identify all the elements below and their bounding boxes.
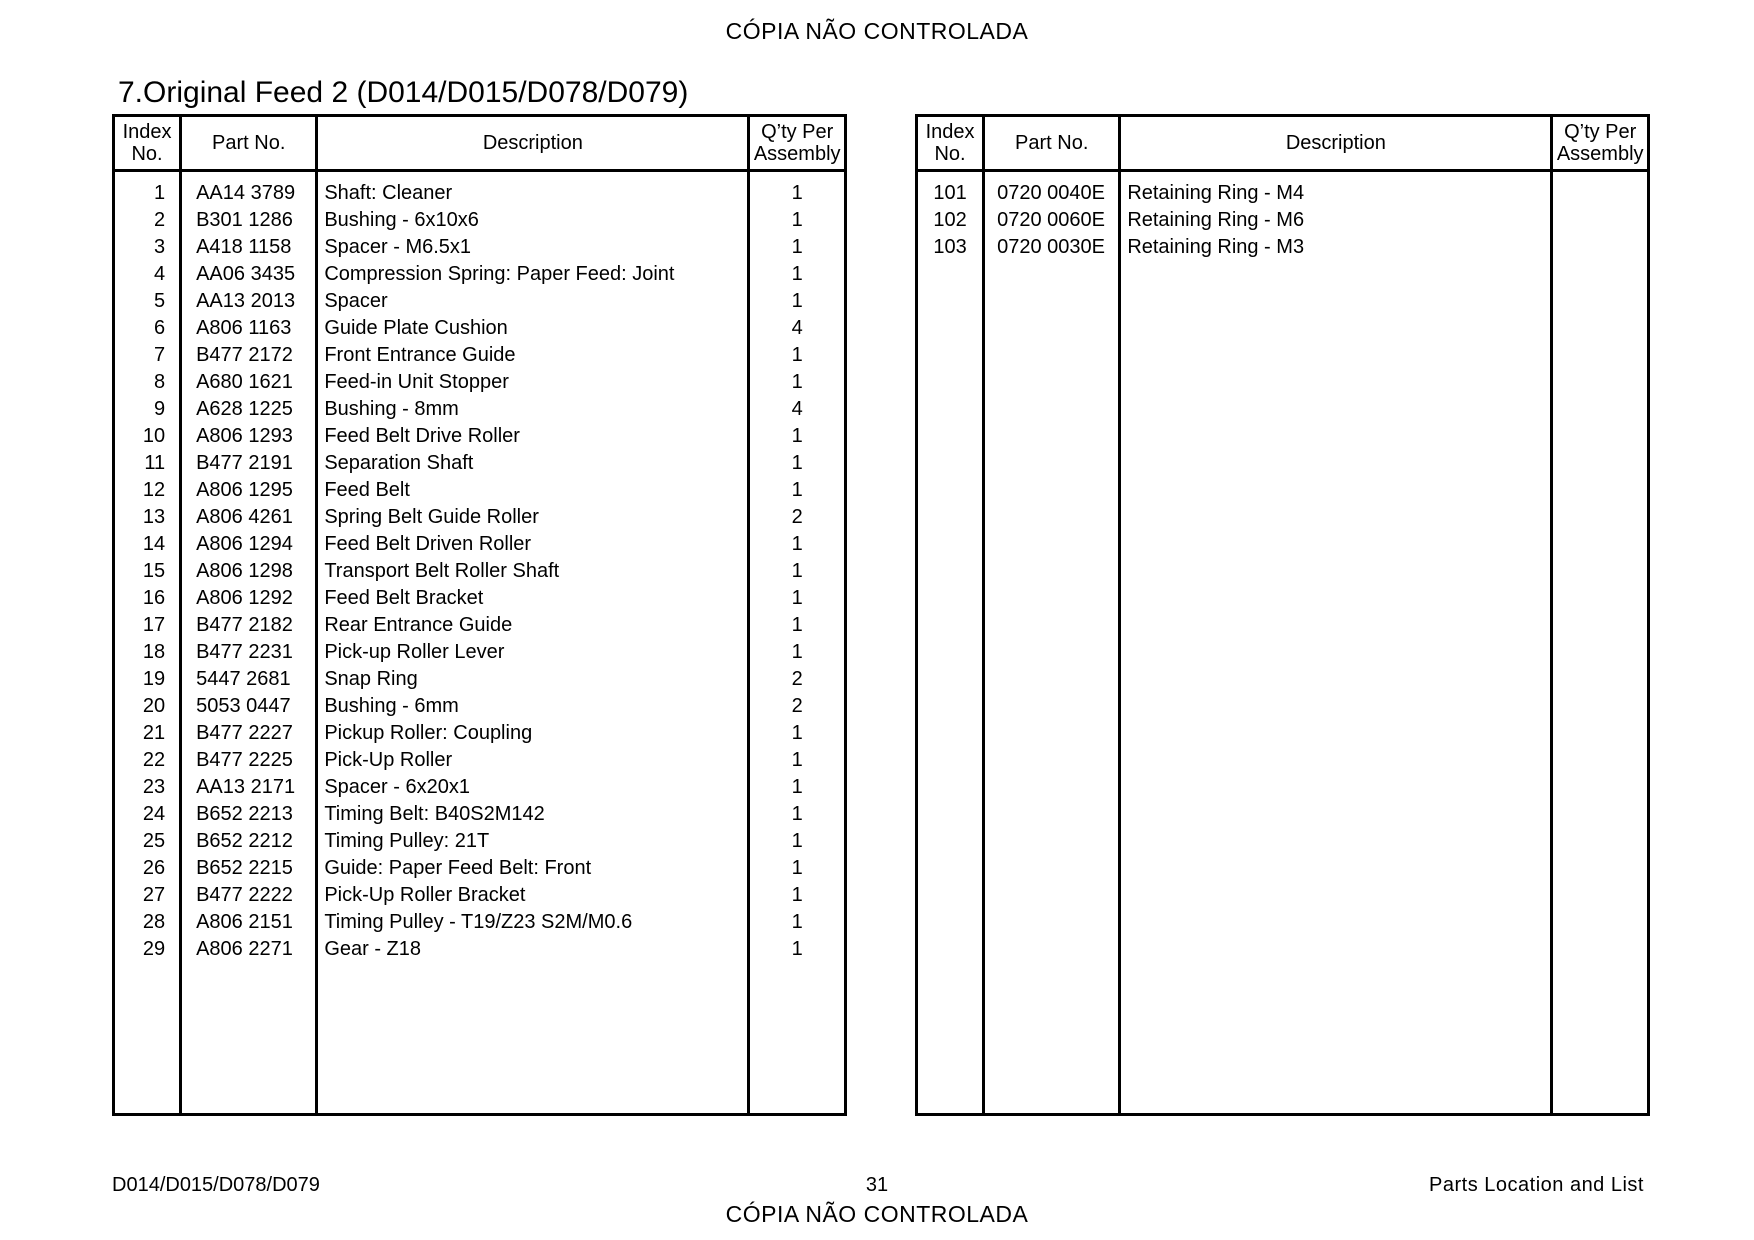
table-row bbox=[114, 666, 846, 693]
table-spacer-cell bbox=[917, 171, 984, 181]
table-spacer-row bbox=[114, 171, 846, 181]
cell-description: Spacer - M6.5x1 bbox=[317, 234, 749, 261]
cell-qty: 1 bbox=[749, 369, 846, 396]
cell-qty: 1 bbox=[749, 180, 846, 207]
cell-index: 24 bbox=[114, 801, 181, 828]
header-index-line1: Index bbox=[925, 121, 975, 143]
cell-part-no: AA14 3789 bbox=[181, 180, 317, 207]
cell-part-no: 5053 0447 bbox=[181, 693, 317, 720]
table-filler-row bbox=[917, 261, 1649, 1115]
watermark-top: CÓPIA NÃO CONTROLADA bbox=[725, 18, 1029, 44]
parts-table-right-body bbox=[917, 171, 1649, 1115]
cell-qty: 1 bbox=[749, 612, 846, 639]
cell-qty: 1 bbox=[749, 342, 846, 369]
table-row bbox=[917, 180, 1649, 207]
cell-index: 25 bbox=[114, 828, 181, 855]
table-row bbox=[114, 261, 846, 288]
cell-part-no: B477 2225 bbox=[181, 747, 317, 774]
cell-index: 21 bbox=[114, 720, 181, 747]
cell-part-no: B477 2182 bbox=[181, 612, 317, 639]
cell-part-no: A806 1163 bbox=[181, 315, 317, 342]
cell-part-no: B477 2172 bbox=[181, 342, 317, 369]
header-qty bbox=[749, 116, 846, 171]
cell-index: 22 bbox=[114, 747, 181, 774]
table-spacer-cell bbox=[114, 171, 181, 181]
cell-qty: 1 bbox=[749, 261, 846, 288]
footer-section: Parts Location and List bbox=[1429, 1174, 1644, 1196]
cell-description: Snap Ring bbox=[317, 666, 749, 693]
cell-index: 19 bbox=[114, 666, 181, 693]
table-filler-cell bbox=[749, 963, 846, 1115]
cell-qty: 1 bbox=[749, 720, 846, 747]
table-spacer-cell bbox=[749, 171, 846, 181]
table-row bbox=[114, 531, 846, 558]
cell-qty: 1 bbox=[749, 909, 846, 936]
table-spacer-cell bbox=[984, 171, 1120, 181]
table-row bbox=[114, 342, 846, 369]
cell-index: 17 bbox=[114, 612, 181, 639]
table-filler-cell bbox=[181, 963, 317, 1115]
cell-index: 2 bbox=[114, 207, 181, 234]
table-row bbox=[917, 207, 1649, 234]
cell-qty: 2 bbox=[749, 693, 846, 720]
cell-index: 1 bbox=[114, 180, 181, 207]
cell-part-no: A680 1621 bbox=[181, 369, 317, 396]
cell-index: 29 bbox=[114, 936, 181, 963]
cell-part-no: 5447 2681 bbox=[181, 666, 317, 693]
table-header-row bbox=[114, 116, 846, 171]
cell-qty: 1 bbox=[749, 855, 846, 882]
table-row bbox=[114, 801, 846, 828]
cell-description: Bushing - 6mm bbox=[317, 693, 749, 720]
table-filler-cell bbox=[114, 963, 181, 1115]
table-row bbox=[114, 693, 846, 720]
cell-index: 23 bbox=[114, 774, 181, 801]
cell-qty: 1 bbox=[749, 531, 846, 558]
cell-part-no: B301 1286 bbox=[181, 207, 317, 234]
table-spacer-cell bbox=[317, 171, 749, 181]
cell-index: 4 bbox=[114, 261, 181, 288]
cell-qty: 2 bbox=[749, 666, 846, 693]
cell-qty: 1 bbox=[749, 828, 846, 855]
cell-index: 6 bbox=[114, 315, 181, 342]
footer-model: D014/D015/D078/D079 bbox=[112, 1174, 320, 1196]
cell-index: 103 bbox=[917, 234, 984, 261]
header-description: Description bbox=[317, 116, 749, 171]
header-index-line2: No. bbox=[934, 143, 966, 165]
cell-qty: 1 bbox=[749, 234, 846, 261]
cell-description: Gear - Z18 bbox=[317, 936, 749, 963]
footer-page-number: 31 bbox=[865, 1174, 889, 1196]
cell-index: 5 bbox=[114, 288, 181, 315]
cell-index: 14 bbox=[114, 531, 181, 558]
cell-index: 13 bbox=[114, 504, 181, 531]
cell-description: Feed-in Unit Stopper bbox=[317, 369, 749, 396]
cell-description: Timing Pulley: 21T bbox=[317, 828, 749, 855]
cell-description: Timing Pulley - T19/Z23 S2M/M0.6 bbox=[317, 909, 749, 936]
table-row bbox=[114, 396, 846, 423]
parts-table-left-body bbox=[114, 171, 846, 1115]
header-part-no: Part No. bbox=[984, 116, 1120, 171]
cell-qty: 4 bbox=[749, 315, 846, 342]
table-row bbox=[114, 477, 846, 504]
cell-description: Guide: Paper Feed Belt: Front bbox=[317, 855, 749, 882]
cell-index: 8 bbox=[114, 369, 181, 396]
table-filler-row bbox=[114, 963, 846, 1115]
cell-qty: 1 bbox=[749, 207, 846, 234]
cell-index: 15 bbox=[114, 558, 181, 585]
table-row bbox=[114, 423, 846, 450]
cell-qty: 1 bbox=[749, 450, 846, 477]
cell-index: 102 bbox=[917, 207, 984, 234]
cell-description: Spring Belt Guide Roller bbox=[317, 504, 749, 531]
header-description: Description bbox=[1120, 116, 1552, 171]
table-row bbox=[114, 909, 846, 936]
cell-part-no: A806 1293 bbox=[181, 423, 317, 450]
header-index-line1: Index bbox=[122, 121, 172, 143]
table-spacer-cell bbox=[1552, 171, 1649, 181]
cell-part-no: A628 1225 bbox=[181, 396, 317, 423]
table-row bbox=[114, 315, 846, 342]
cell-description: Retaining Ring - M4 bbox=[1120, 180, 1552, 207]
cell-index: 18 bbox=[114, 639, 181, 666]
cell-qty: 1 bbox=[749, 801, 846, 828]
cell-part-no: A806 2151 bbox=[181, 909, 317, 936]
table-filler-cell bbox=[1552, 261, 1649, 1115]
cell-part-no: B652 2212 bbox=[181, 828, 317, 855]
cell-qty: 1 bbox=[749, 747, 846, 774]
cell-part-no: 0720 0060E bbox=[984, 207, 1120, 234]
cell-part-no: 0720 0030E bbox=[984, 234, 1120, 261]
cell-qty: 4 bbox=[749, 396, 846, 423]
cell-qty: 1 bbox=[749, 585, 846, 612]
cell-index: 12 bbox=[114, 477, 181, 504]
table-row bbox=[114, 504, 846, 531]
watermark-bottom: CÓPIA NÃO CONTROLADA bbox=[725, 1201, 1029, 1227]
cell-index: 28 bbox=[114, 909, 181, 936]
header-index bbox=[114, 116, 181, 171]
table-row bbox=[114, 288, 846, 315]
cell-index: 3 bbox=[114, 234, 181, 261]
table-row bbox=[114, 774, 846, 801]
cell-qty: 1 bbox=[749, 639, 846, 666]
cell-qty bbox=[1552, 207, 1649, 234]
cell-index: 27 bbox=[114, 882, 181, 909]
cell-part-no: A806 1295 bbox=[181, 477, 317, 504]
cell-description: Feed Belt Drive Roller bbox=[317, 423, 749, 450]
cell-qty: 1 bbox=[749, 774, 846, 801]
table-row bbox=[114, 855, 846, 882]
cell-description: Spacer - 6x20x1 bbox=[317, 774, 749, 801]
table-row bbox=[114, 558, 846, 585]
parts-table-right bbox=[915, 114, 1650, 1116]
cell-description: Separation Shaft bbox=[317, 450, 749, 477]
table-row bbox=[114, 207, 846, 234]
cell-qty bbox=[1552, 234, 1649, 261]
cell-qty bbox=[1552, 180, 1649, 207]
cell-part-no: B477 2191 bbox=[181, 450, 317, 477]
cell-description: Bushing - 8mm bbox=[317, 396, 749, 423]
cell-description: Pick-Up Roller Bracket bbox=[317, 882, 749, 909]
cell-index: 16 bbox=[114, 585, 181, 612]
cell-description: Timing Belt: B40S2M142 bbox=[317, 801, 749, 828]
table-spacer-cell bbox=[181, 171, 317, 181]
cell-description: Pickup Roller: Coupling bbox=[317, 720, 749, 747]
cell-qty: 1 bbox=[749, 558, 846, 585]
table-row bbox=[114, 450, 846, 477]
table-row bbox=[114, 639, 846, 666]
cell-description: Feed Belt Driven Roller bbox=[317, 531, 749, 558]
table-filler-cell bbox=[917, 261, 984, 1115]
table-row bbox=[114, 234, 846, 261]
table-spacer-cell bbox=[1120, 171, 1552, 181]
table-row bbox=[114, 936, 846, 963]
cell-part-no: B652 2213 bbox=[181, 801, 317, 828]
cell-part-no: AA06 3435 bbox=[181, 261, 317, 288]
cell-index: 10 bbox=[114, 423, 181, 450]
cell-part-no: A806 1292 bbox=[181, 585, 317, 612]
table-row bbox=[114, 882, 846, 909]
cell-part-no: AA13 2013 bbox=[181, 288, 317, 315]
header-index-line2: No. bbox=[131, 143, 163, 165]
table-row bbox=[114, 585, 846, 612]
cell-part-no: 0720 0040E bbox=[984, 180, 1120, 207]
header-qty-line1: Q’ty Per bbox=[1564, 121, 1637, 143]
table-row bbox=[114, 828, 846, 855]
cell-part-no: A806 4261 bbox=[181, 504, 317, 531]
cell-description: Shaft: Cleaner bbox=[317, 180, 749, 207]
cell-description: Retaining Ring - M3 bbox=[1120, 234, 1552, 261]
cell-description: Front Entrance Guide bbox=[317, 342, 749, 369]
cell-index: 20 bbox=[114, 693, 181, 720]
header-index bbox=[917, 116, 984, 171]
table-filler-cell bbox=[984, 261, 1120, 1115]
header-qty bbox=[1552, 116, 1649, 171]
cell-description: Transport Belt Roller Shaft bbox=[317, 558, 749, 585]
cell-part-no: B477 2222 bbox=[181, 882, 317, 909]
cell-part-no: B477 2231 bbox=[181, 639, 317, 666]
cell-part-no: A806 1298 bbox=[181, 558, 317, 585]
cell-description: Pick-Up Roller bbox=[317, 747, 749, 774]
parts-table-left bbox=[112, 114, 847, 1116]
cell-part-no: AA13 2171 bbox=[181, 774, 317, 801]
cell-description: Feed Belt bbox=[317, 477, 749, 504]
cell-qty: 1 bbox=[749, 477, 846, 504]
cell-index: 7 bbox=[114, 342, 181, 369]
header-part-no: Part No. bbox=[181, 116, 317, 171]
cell-description: Pick-up Roller Lever bbox=[317, 639, 749, 666]
cell-description: Retaining Ring - M6 bbox=[1120, 207, 1552, 234]
cell-qty: 1 bbox=[749, 288, 846, 315]
cell-description: Feed Belt Bracket bbox=[317, 585, 749, 612]
cell-index: 26 bbox=[114, 855, 181, 882]
cell-qty: 1 bbox=[749, 882, 846, 909]
cell-index: 101 bbox=[917, 180, 984, 207]
table-row bbox=[114, 720, 846, 747]
table-row bbox=[114, 180, 846, 207]
cell-part-no: A806 1294 bbox=[181, 531, 317, 558]
table-filler-cell bbox=[317, 963, 749, 1115]
table-row bbox=[114, 747, 846, 774]
table-row bbox=[114, 369, 846, 396]
cell-part-no: B652 2215 bbox=[181, 855, 317, 882]
cell-qty: 1 bbox=[749, 423, 846, 450]
table-filler-cell bbox=[1120, 261, 1552, 1115]
cell-description: Spacer bbox=[317, 288, 749, 315]
page-title: 7.Original Feed 2 (D014/D015/D078/D079) bbox=[118, 76, 689, 109]
cell-description: Compression Spring: Paper Feed: Joint bbox=[317, 261, 749, 288]
cell-part-no: B477 2227 bbox=[181, 720, 317, 747]
cell-description: Bushing - 6x10x6 bbox=[317, 207, 749, 234]
table-row bbox=[917, 234, 1649, 261]
cell-part-no: A806 2271 bbox=[181, 936, 317, 963]
table-spacer-row bbox=[917, 171, 1649, 181]
header-qty-line2: Assembly bbox=[753, 143, 841, 165]
cell-qty: 1 bbox=[749, 936, 846, 963]
cell-description: Rear Entrance Guide bbox=[317, 612, 749, 639]
header-qty-line1: Q’ty Per bbox=[761, 121, 834, 143]
table-row bbox=[114, 612, 846, 639]
cell-part-no: A418 1158 bbox=[181, 234, 317, 261]
cell-description: Guide Plate Cushion bbox=[317, 315, 749, 342]
cell-index: 11 bbox=[114, 450, 181, 477]
table-header-row bbox=[917, 116, 1649, 171]
header-qty-line2: Assembly bbox=[1556, 143, 1644, 165]
cell-index: 9 bbox=[114, 396, 181, 423]
cell-qty: 2 bbox=[749, 504, 846, 531]
